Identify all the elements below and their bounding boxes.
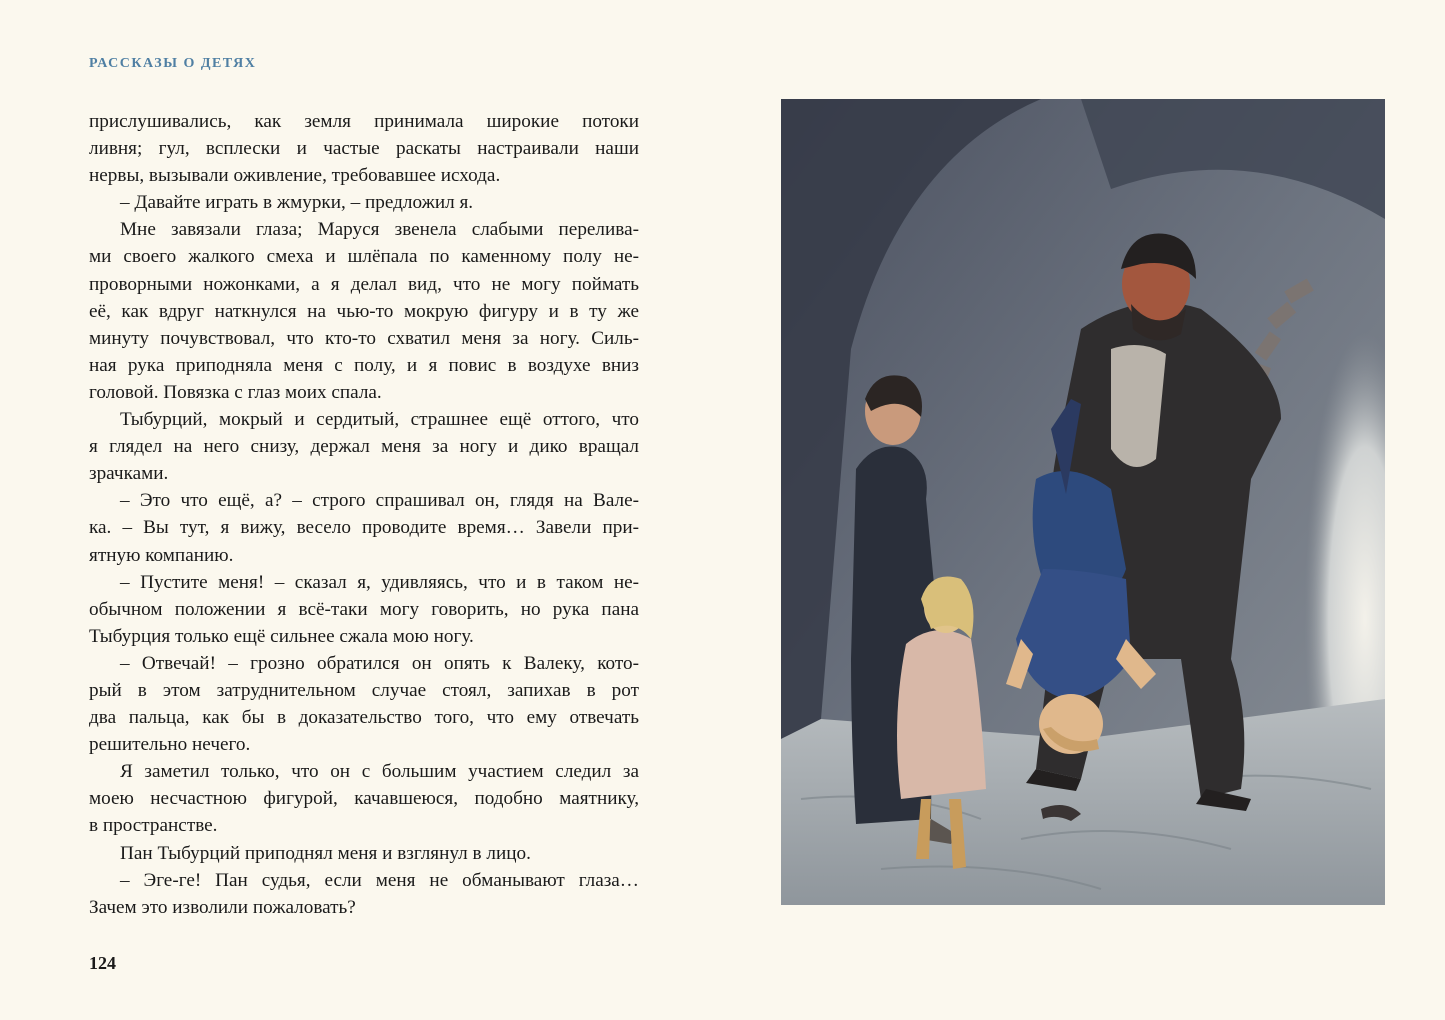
text-line: Тыбурция только ещё сильнее сжала мою ногу.: [89, 625, 474, 647]
text-line: прислушивались, как земля принимала широкие потоки: [89, 111, 639, 132]
page-number: 124: [89, 953, 116, 973]
text-line: моею несчастною фигурой, качавшеюся, подобно маятнику,: [89, 788, 639, 810]
text-line: ливня; гул, всплески и частые раскаты настраивали наши: [89, 138, 639, 160]
text-line: проворными ножонками, а я делал вид, что не могу поймать: [89, 273, 639, 295]
text-line: нервы, вызывали оживление, требовавшее исхода.: [89, 165, 501, 187]
text-line: обычном положении я всё-таки могу говорить, но рука пана: [89, 598, 639, 620]
text-line: Мне завязали глаза; Маруся звенела слабыми перелива-: [120, 219, 639, 241]
text-line: – Эге-ге! Пан судья, если меня не обманывают глаза…: [120, 869, 639, 891]
text-line: решительно нечего.: [89, 734, 251, 756]
text-line: ми своего жалкого смеха и шлёпала по каменному полу не-: [89, 246, 639, 268]
text-column: [89, 108, 639, 921]
text-line: головой. Повязка с глаз моих спала.: [89, 381, 382, 403]
text-line: Зачем это изволили пожаловать?: [89, 896, 356, 918]
text-line: – Пустите меня! – сказал я, удивляясь, что и в таком не-: [120, 571, 639, 593]
text-line: минуту почувствовал, что кто-то схватил меня за ногу. Силь-: [89, 327, 639, 349]
text-line: ка. – Вы тут, я вижу, весело проводите время… Завели при-: [89, 517, 639, 539]
text-line: два пальца, как бы в доказательство того, что ему отвечать: [89, 707, 639, 729]
text-line: в пространстве.: [89, 815, 218, 837]
illustration-canvas: [781, 99, 1385, 905]
text-line: я глядел на него снизу, держал меня за ногу и дико вращал: [89, 436, 639, 458]
text-line: Пан Тыбурций приподнял меня и взглянул в лицо.: [120, 842, 531, 864]
text-line: – Отвечай! – грозно обратился он опять к Валеку, кото-: [120, 652, 639, 674]
text-line: её, как вдруг наткнулся на чью-то мокрую фигуру и в ту же: [89, 300, 639, 322]
text-line: зрачками.: [89, 463, 169, 485]
text-line: ная рука приподняла меня с полу, и я повис в воздухе вниз: [89, 354, 639, 376]
illustration: [781, 99, 1385, 905]
text-line: – Давайте играть в жмурки, – предложил я.: [120, 192, 474, 214]
text-line: – Это что ещё, а? – строго спрашивал он, глядя на Вале-: [120, 490, 639, 512]
text-line: Тыбурций, мокрый и сердитый, страшнее ещё оттого, что: [120, 409, 639, 431]
running-title: РАССКАЗЫ О ДЕТЯХ: [89, 56, 257, 71]
text-line: рый в этом затруднительном случае стоял, запихав в рот: [89, 679, 639, 701]
text-line: Я заметил только, что он с большим участием следил за: [120, 761, 639, 783]
text-line: ятную компанию.: [89, 544, 234, 566]
